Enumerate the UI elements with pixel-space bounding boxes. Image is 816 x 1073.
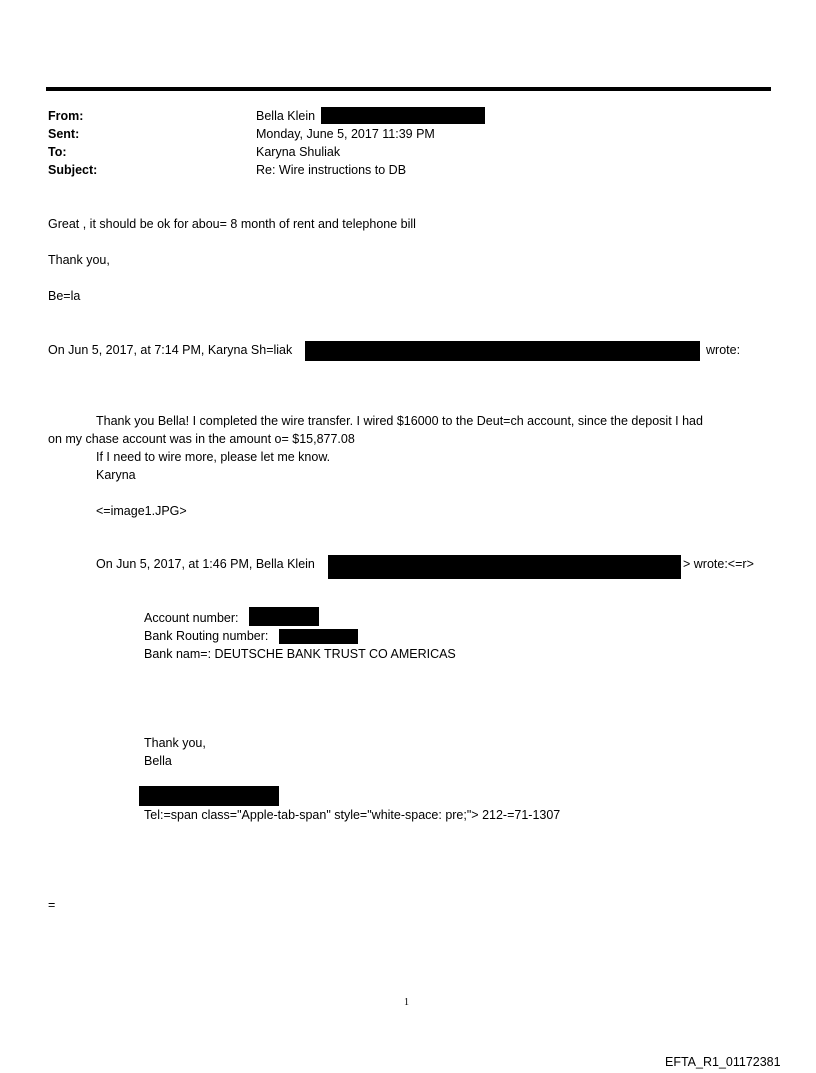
quote1-line-2: on my chase account was in the amount o= $15,877.08 [48, 432, 355, 446]
quote1-line-4: Karyna [96, 468, 136, 482]
bank-name-line: Bank nam=: DEUTSCHE BANK TRUST CO AMERICAS [144, 647, 456, 661]
from-value: Bella Klein [256, 109, 316, 123]
telephone-line: Tel:=span class="Apple-tab-span" style="white-space: pre;"> 212-=71-1307 [144, 808, 561, 822]
quote1-intro: On Jun 5, 2017, at 7:14 PM, Karyna Sh=liak [48, 343, 293, 357]
body-thanks: Thank you, [48, 253, 110, 267]
quote1-attachment: <=image1.JPG> [96, 504, 187, 518]
quote1-line-1: Thank you Bella! I completed the wire transfer. I wired $16000 to the Deut=ch account, since the deposit I had [96, 414, 703, 428]
redaction-from-email [321, 107, 485, 124]
from-label: From: [48, 109, 84, 123]
document-id: EFTA_R1_01172381 [665, 1055, 781, 1069]
body-line-1: Great , it should be ok for abou= 8 month of rent and telephone bill [48, 217, 416, 231]
subject-value: Re: Wire instructions to DB [256, 163, 407, 177]
header-rule [46, 87, 771, 91]
redaction-karyna-email [305, 341, 700, 361]
quote2-intro: On Jun 5, 2017, at 1:46 PM, Bella Klein [96, 557, 315, 571]
redaction-account-number [249, 607, 319, 626]
page-number: 1 [404, 997, 409, 1008]
redaction-bella-email [328, 555, 681, 579]
sent-value: Monday, June 5, 2017 11:39 PM [256, 127, 435, 141]
quote1-wrote: wrote: [706, 343, 741, 357]
quote2-wrote: > wrote:<=r> [683, 557, 754, 571]
quote1-line-3: If I need to wire more, please let me know. [96, 450, 331, 464]
body-signoff: Be=la [48, 289, 81, 303]
trailing-equals: = [48, 898, 56, 912]
sent-label: Sent: [48, 127, 80, 141]
redaction-signature-block [139, 786, 279, 806]
subject-label: Subject: [48, 163, 98, 177]
to-label: To: [48, 145, 67, 159]
quote2-signoff: Bella [144, 754, 172, 768]
to-value: Karyna Shuliak [256, 145, 341, 159]
redaction-routing-number [279, 629, 358, 644]
routing-number-label: Bank Routing number: [144, 629, 269, 643]
quote2-thanks: Thank you, [144, 736, 206, 750]
account-number-label: Account number: [144, 611, 239, 625]
